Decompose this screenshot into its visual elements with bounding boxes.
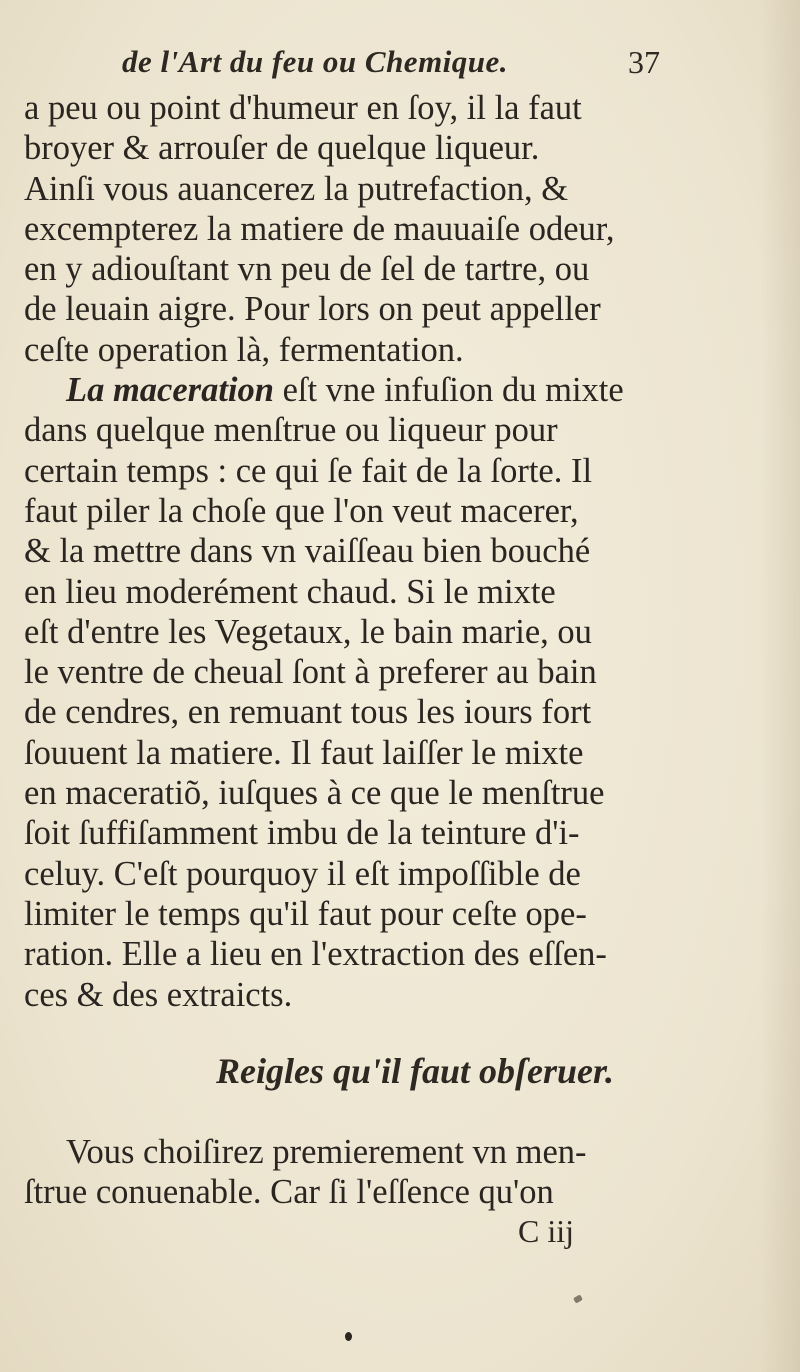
- body-text: [24, 88, 704, 1015]
- text-line: Ainſi vous auancerez la putrefaction, &: [24, 169, 569, 208]
- text-line: ces & des extraicts.: [24, 975, 293, 1014]
- page-edge-shadow: [760, 0, 800, 1372]
- text-line: dans quelque menſtrue ou liqueur pour: [24, 411, 558, 450]
- section-heading-text: Reigles qu'il faut obſeruer.: [215, 1051, 615, 1091]
- text-line: faut piler la choſe que l'on veut macerer,: [24, 491, 579, 530]
- text-line: broyer & arrouſer de quelque liqueur.: [24, 129, 540, 168]
- text-line: celuy. C'eſt pourquoy il eſt impoſſible de: [24, 854, 581, 893]
- text-line: eſt d'entre les Vegetaux, le bain marie, ou: [24, 612, 592, 651]
- page-header: [0, 38, 800, 88]
- ink-blot: [573, 1294, 583, 1303]
- text-line: ſoit ſuffiſamment imbu de la teinture d'i-: [24, 814, 580, 853]
- text-line: Vous choiſirez premierement vn men-: [66, 1133, 587, 1171]
- maceration-first-line-rest: eſt vne infuſion du mixte: [273, 371, 624, 410]
- text-line: en maceratiõ, iuſques à ce que le menſtrue: [24, 774, 605, 813]
- running-title: de l'Art du feu ou Chemique.: [122, 44, 509, 79]
- maceration-first-line: [24, 370, 704, 410]
- text-line: de leuain aigre. Pour lors on peut appeller: [24, 290, 601, 329]
- text-line: certain temps : ce qui ſe fait de la ſorte. Il: [24, 451, 593, 490]
- text-line: de cendres, en remuant tous les iours fort: [24, 693, 592, 732]
- text-line: le ventre de cheual ſont à preferer au bain: [24, 653, 597, 692]
- text-line: ration. Elle a lieu en l'extraction des eſſen-: [24, 935, 607, 974]
- signature-mark: C iij: [518, 1213, 575, 1249]
- text-line: en lieu moderément chaud. Si le mixte: [24, 572, 556, 611]
- text-line: en y adiouſtant vn peu de ſel de tartre, ou: [24, 250, 590, 289]
- page-number: 37: [628, 44, 660, 80]
- text-line: ſouuent la matiere. Il faut laiſſer le mixte: [24, 733, 584, 772]
- text-line: & la mettre dans vn vaiſſeau bien bouché: [24, 532, 591, 571]
- tail-text: [24, 1132, 704, 1213]
- text-line: excempterez la matiere de mauuaiſe odeur,: [24, 209, 615, 248]
- text-line: ſtrue conuenable. Car ſi l'eſſence qu'on: [24, 1173, 554, 1212]
- text-line: ceſte operation là, fermentation.: [24, 330, 464, 369]
- section-heading: [0, 1050, 800, 1092]
- maceration-term: La maceration: [66, 371, 274, 410]
- text-line: limiter le temps qu'il faut pour ceſte ope-: [24, 894, 587, 933]
- ink-dot: [345, 1332, 352, 1341]
- text-line: a peu ou point d'humeur en ſoy, il la faut: [24, 89, 582, 127]
